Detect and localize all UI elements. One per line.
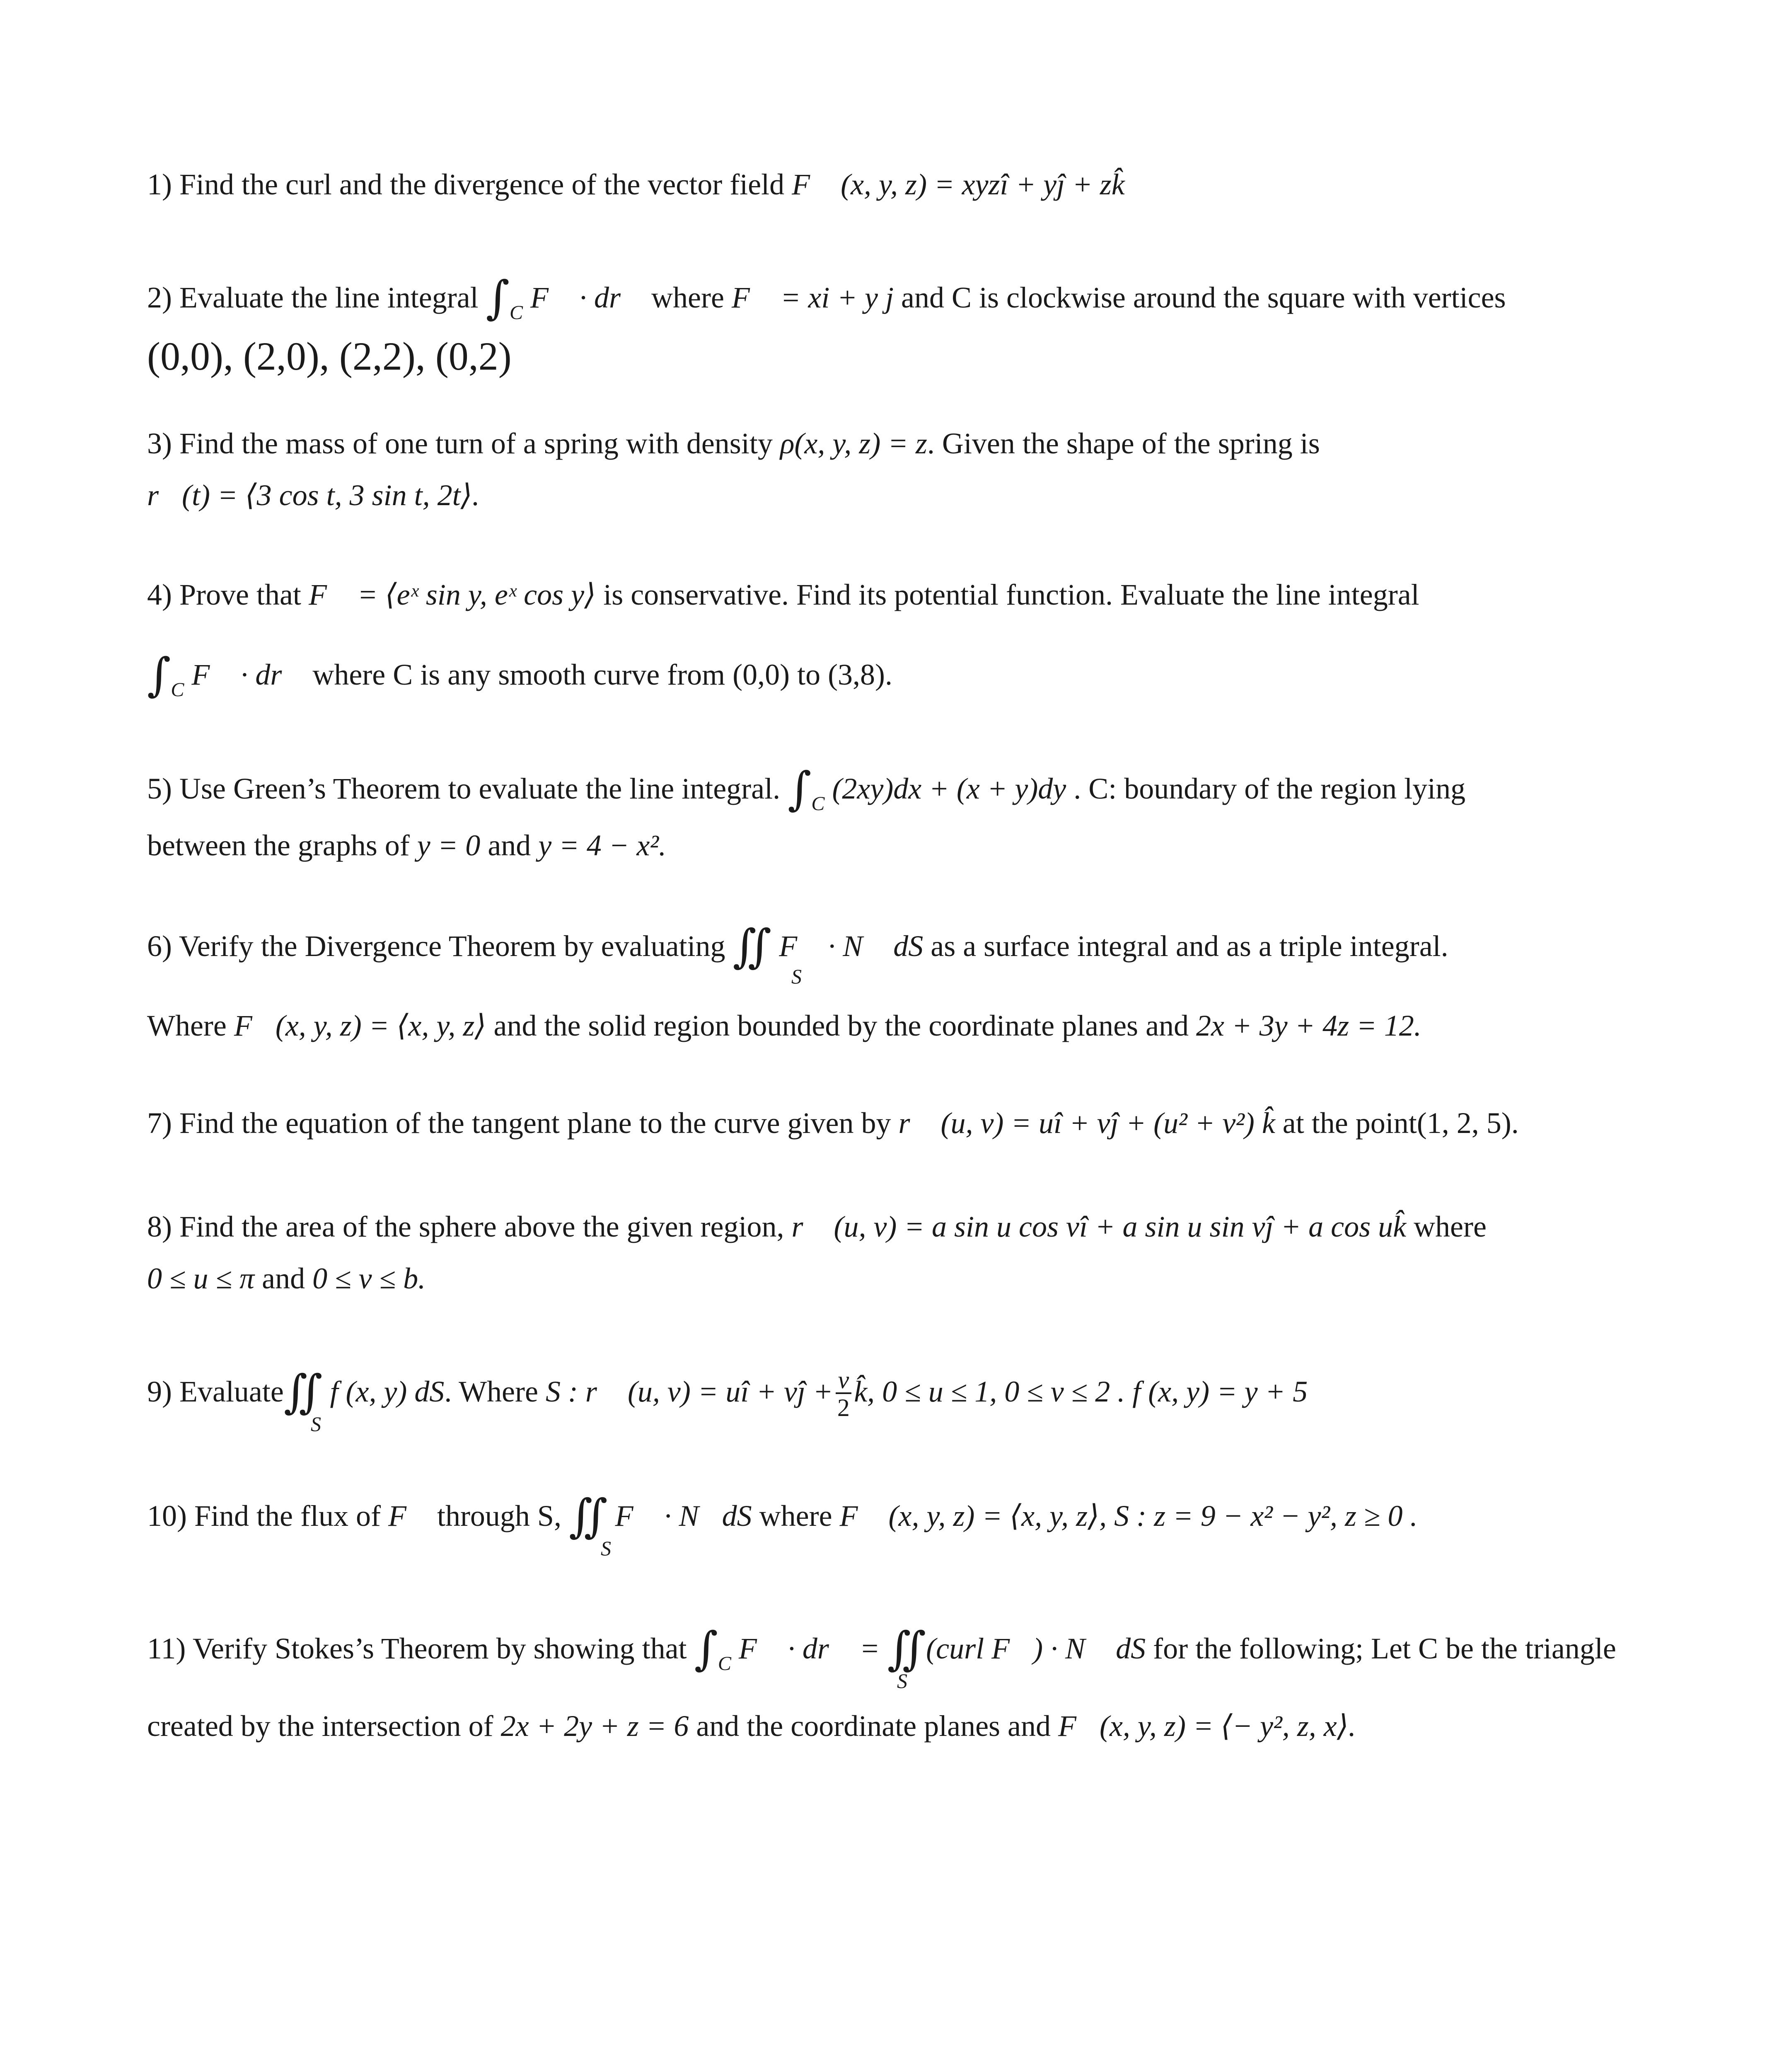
problem-number: 8) xyxy=(147,1210,172,1243)
integral-subscript: S xyxy=(601,1537,611,1560)
integral-symbol: ∬ xyxy=(283,1365,323,1418)
where-word: . Where xyxy=(444,1375,538,1408)
integral-subscript: C xyxy=(171,679,184,701)
problem-text-after: is conservative. Find its potential function. Evaluate the line integral xyxy=(603,578,1419,611)
integral-subscript: C xyxy=(811,793,825,815)
density-function: ρ(x, y, z) = z xyxy=(780,427,927,460)
plane-equation: 2x + 3y + 4z = 12. xyxy=(1196,1009,1422,1042)
integrand: F⃗ · dr⃗ xyxy=(530,281,644,314)
square-vertices: (0,0), (2,0), (2,2), (0,2) xyxy=(147,334,512,378)
vector-field: F⃗(x, y, z) = ⟨− y², z, x⟩. xyxy=(1058,1709,1356,1743)
problem-text: Prove that xyxy=(179,578,301,611)
vector-field: F⃗(x, y, z) = ⟨x, y, z⟩ xyxy=(234,1009,486,1042)
integrand: F⃗ · N⃗ dS xyxy=(779,929,924,963)
surface-integral-symbol: ∬ xyxy=(887,1622,926,1675)
problem-number: 6) xyxy=(147,929,172,963)
integrand: (2xy)dx + (x + y)dy xyxy=(832,772,1066,805)
problem-text: Verify the Divergence Theorem by evaluating xyxy=(179,929,725,963)
field-symbol: F⃗ xyxy=(388,1499,430,1532)
where-word: Where xyxy=(147,1009,227,1042)
and-word: and xyxy=(262,1262,305,1295)
problem-text-line2: where C is any smooth curve from xyxy=(312,658,725,691)
problem-text: Find the area of the sphere above the given region, xyxy=(179,1210,784,1243)
integral-symbol: ∬ xyxy=(568,1489,608,1542)
problem-number: 5) xyxy=(147,772,172,805)
vector-field-expression: F⃗ (x, y, z) = xyzî + yĵ + zk̂ xyxy=(792,168,1125,201)
line-integral-subscript: C xyxy=(718,1653,731,1675)
surface-definition: S : r⃗ (u, v) = uî + vĵ + xyxy=(545,1375,833,1408)
scalar-function: f (x, y) = y + 5 xyxy=(1132,1375,1308,1408)
v-range: 0 ≤ v ≤ b. xyxy=(312,1262,426,1295)
parametric-surface: r⃗ (u, v) = uî + vĵ + (u² + v²) k̂ xyxy=(898,1106,1275,1140)
vector-field: F⃗ = xi + y j xyxy=(731,281,894,314)
problem-number: 7) xyxy=(147,1106,172,1140)
spring-curve: r⃗(t) = ⟨3 cos t, 3 sin t, 2t⟩. xyxy=(147,479,480,512)
problem-number: 9) xyxy=(147,1375,172,1408)
and-word: and xyxy=(488,829,531,862)
problem-text: Find the curl and the divergence of the vector field xyxy=(179,168,785,201)
surface-definition-rest: k̂, 0 ≤ u ≤ 1, 0 ≤ v ≤ 2 . xyxy=(854,1375,1125,1408)
integral-symbol: ∫ xyxy=(147,648,171,701)
problem-text-line2: created by the intersection of xyxy=(147,1709,493,1743)
problem-text-after: at the point xyxy=(1282,1106,1417,1140)
problem-number: 10) xyxy=(147,1499,187,1532)
integral-symbol: ∫ xyxy=(788,762,812,815)
where-word: where xyxy=(651,281,724,314)
problem-text: Use Green’s Theorem to evaluate the line integral. xyxy=(179,772,781,805)
problem-number: 4) xyxy=(147,578,172,611)
where-word: where xyxy=(759,1499,832,1532)
fraction-denominator: 2 xyxy=(837,1394,850,1422)
integral-subscript: S xyxy=(311,1412,321,1435)
flux-field-and-surface: F⃗ (x, y, z) = ⟨x, y, z⟩, S : z = 9 − x² − y², z ≥ 0 . xyxy=(839,1499,1418,1532)
u-range: 0 ≤ u ≤ π xyxy=(147,1262,255,1295)
integrand: F⃗ · N⃗dS xyxy=(615,1499,752,1532)
to-word: to xyxy=(797,658,821,691)
problem-text: Find the flux of xyxy=(194,1499,381,1532)
vector-field: F⃗ = ⟨eˣ sin y, eˣ cos y⟩ xyxy=(308,578,596,611)
start-point: (0,0) xyxy=(733,658,790,691)
problem-text-after: and C is clockwise around the square with vertices xyxy=(901,281,1506,314)
problem-number: 3) xyxy=(147,427,172,460)
problem-text-after: for the following; Let C be the triangle xyxy=(1153,1632,1616,1665)
plane-equation: 2x + 2y + z = 6 xyxy=(500,1709,689,1743)
line-integral-symbol: ∫ xyxy=(694,1622,718,1675)
integrand: f (x, y) dS xyxy=(330,1375,445,1408)
problem-text-mid: through S, xyxy=(437,1499,561,1532)
surface-integrand: (curl F⃗) · N⃗ dS xyxy=(926,1632,1146,1665)
problem-text: Find the mass of one turn of a spring with density xyxy=(179,427,773,460)
problem-text-line2: between the graphs of xyxy=(147,829,410,862)
problem-text: Find the equation of the tangent plane to the curve given by xyxy=(179,1106,891,1140)
problem-text-after: as a surface integral and as a triple integral. xyxy=(931,929,1448,963)
integral-symbol: ∫ xyxy=(486,271,510,324)
integral-subscript: C xyxy=(509,302,523,324)
problem-text-line2-mid: and the coordinate planes and xyxy=(696,1709,1051,1743)
problem-number: 11) xyxy=(147,1632,186,1665)
integral-symbol: ∬ xyxy=(733,920,772,973)
end-point: (3,8). xyxy=(828,658,893,691)
fraction-numerator: v xyxy=(836,1368,852,1394)
integral-subscript: S xyxy=(791,965,802,988)
tangent-point: (1, 2, 5). xyxy=(1417,1106,1519,1140)
boundary-equation-1: y = 0 xyxy=(417,829,481,862)
problem-text: Evaluate xyxy=(179,1375,284,1408)
integrand: F⃗ · dr⃗ xyxy=(191,658,305,691)
line-integrand: F⃗ · dr⃗ = xyxy=(738,1632,880,1665)
boundary-equation-2: y = 4 − x². xyxy=(538,829,666,862)
surface-integral-subscript: S xyxy=(897,1669,907,1692)
problem-text: Verify Stokes’s Theorem by showing that xyxy=(193,1632,687,1665)
problem-text-after: . Given the shape of the spring is xyxy=(927,427,1320,460)
sphere-parametrization: r⃗ (u, v) = a sin u cos vî + a sin u sin vĵ + a cos uk̂ xyxy=(791,1210,1407,1243)
problem-number: 1) xyxy=(147,168,172,201)
problem-number: 2) xyxy=(147,281,172,314)
problem-text-line2: and the solid region bounded by the coordinate planes and xyxy=(493,1009,1189,1042)
problem-text-after: . C: boundary of the region lying xyxy=(1073,772,1466,805)
fraction xyxy=(836,1368,852,1421)
problem-text: Evaluate the line integral xyxy=(179,281,479,314)
problem-text-after: where xyxy=(1414,1210,1487,1243)
